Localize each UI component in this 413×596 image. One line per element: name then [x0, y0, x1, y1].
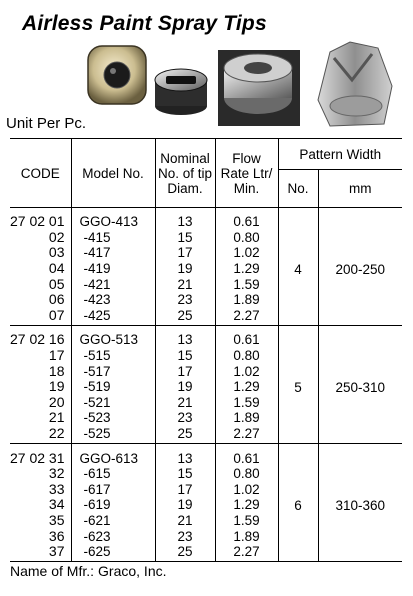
- row-code: 17: [10, 348, 71, 364]
- row-code: 19: [10, 379, 71, 395]
- row-flow: 1.59: [215, 395, 278, 411]
- row-code: 20: [10, 395, 71, 411]
- row-model: -525: [71, 426, 155, 444]
- row-code: 32: [10, 466, 71, 482]
- row-code: 05: [10, 276, 71, 292]
- row-diam: 15: [155, 230, 215, 246]
- row-diam: 21: [155, 513, 215, 529]
- row-model: -625: [71, 544, 155, 562]
- row-diam: 19: [155, 497, 215, 513]
- row-flow: 1.29: [215, 497, 278, 513]
- header-pattern-width: Pattern Width: [278, 139, 402, 170]
- spray-tip-silver-image: [218, 50, 300, 126]
- manufacturer-line: [10, 563, 171, 579]
- row-flow: 2.27: [215, 426, 278, 444]
- row-model: -425: [71, 308, 155, 326]
- row-diam: 13: [155, 208, 215, 230]
- row-diam: 25: [155, 308, 215, 326]
- row-diam: 19: [155, 379, 215, 395]
- table-row: [10, 208, 402, 230]
- row-diam: 23: [155, 292, 215, 308]
- header-pattern-no: No.: [278, 170, 318, 208]
- row-flow: 1.02: [215, 245, 278, 261]
- row-model: -517: [71, 363, 155, 379]
- row-code: 07: [10, 308, 71, 326]
- row-code: 35: [10, 513, 71, 529]
- unit-label: Unit Per Pc.: [6, 115, 87, 132]
- row-code: 03: [10, 245, 71, 261]
- header-code: CODE: [10, 139, 71, 208]
- row-model: -615: [71, 466, 155, 482]
- row-code: 27 02 31: [10, 444, 71, 466]
- row-flow: 1.29: [215, 379, 278, 395]
- row-model: -423: [71, 292, 155, 308]
- row-flow: 0.80: [215, 348, 278, 364]
- row-flow: 0.61: [215, 208, 278, 230]
- row-flow: 1.02: [215, 482, 278, 498]
- row-model: -523: [71, 410, 155, 426]
- header-flow-line1: Flow: [232, 150, 261, 166]
- row-flow: 1.59: [215, 513, 278, 529]
- row-diam: 25: [155, 544, 215, 562]
- row-model: -521: [71, 395, 155, 411]
- row-flow: 1.89: [215, 410, 278, 426]
- row-code: 36: [10, 528, 71, 544]
- spray-tip-front-image: [88, 46, 146, 104]
- row-model: -415: [71, 230, 155, 246]
- header-nominal-line1: Nominal: [160, 150, 210, 166]
- row-flow: 1.59: [215, 276, 278, 292]
- row-diam: 13: [155, 326, 215, 348]
- row-model: -619: [71, 497, 155, 513]
- row-diam: 23: [155, 528, 215, 544]
- row-model: GGO-513: [71, 326, 155, 348]
- pattern-no-cell: 6: [278, 444, 318, 562]
- header-pattern-mm: mm: [318, 170, 402, 208]
- row-flow: 1.89: [215, 528, 278, 544]
- header-flow-line3: Min.: [233, 180, 260, 196]
- pattern-no-cell: 5: [278, 326, 318, 444]
- table-row: [10, 444, 402, 466]
- row-model: -519: [71, 379, 155, 395]
- row-code: 27 02 16: [10, 326, 71, 348]
- row-model: GGO-413: [71, 208, 155, 230]
- row-flow: 0.80: [215, 466, 278, 482]
- header-nominal-line2: No. of tip: [157, 165, 213, 181]
- row-code: 21: [10, 410, 71, 426]
- row-model: -419: [71, 261, 155, 277]
- row-diam: 15: [155, 348, 215, 364]
- row-flow: 0.80: [215, 230, 278, 246]
- row-flow: 2.27: [215, 308, 278, 326]
- row-diam: 17: [155, 245, 215, 261]
- row-code: 06: [10, 292, 71, 308]
- spray-tip-angle-image: [318, 42, 392, 126]
- row-flow: 0.61: [215, 444, 278, 466]
- pattern-mm-cell: 310-360: [318, 444, 402, 562]
- header-nominal-line3: Diam.: [167, 180, 203, 196]
- row-diam: 25: [155, 426, 215, 444]
- header-model: Model No.: [71, 139, 155, 208]
- header-flow: [215, 139, 278, 208]
- row-code: 34: [10, 497, 71, 513]
- row-model: -421: [71, 276, 155, 292]
- row-model: -417: [71, 245, 155, 261]
- row-model: -623: [71, 528, 155, 544]
- header-nominal: [155, 139, 215, 208]
- row-code: 27 02 01: [10, 208, 71, 230]
- row-diam: 13: [155, 444, 215, 466]
- row-diam: 23: [155, 410, 215, 426]
- row-code: 33: [10, 482, 71, 498]
- row-flow: 1.29: [215, 261, 278, 277]
- row-diam: 15: [155, 466, 215, 482]
- row-diam: 17: [155, 482, 215, 498]
- row-flow: 1.02: [215, 363, 278, 379]
- pattern-no-cell: 4: [278, 208, 318, 326]
- row-flow: 0.61: [215, 326, 278, 348]
- row-code: 22: [10, 426, 71, 444]
- header-row: [10, 139, 402, 170]
- manufacturer-label: Name of Mfr.:: [10, 563, 95, 579]
- row-code: 18: [10, 363, 71, 379]
- row-diam: 21: [155, 276, 215, 292]
- row-code: 04: [10, 261, 71, 277]
- row-flow: 2.27: [215, 544, 278, 562]
- table-body: [10, 208, 402, 562]
- pattern-mm-cell: 250-310: [318, 326, 402, 444]
- spray-tips-table: [10, 138, 402, 562]
- row-model: -515: [71, 348, 155, 364]
- row-diam: 21: [155, 395, 215, 411]
- manufacturer-name: Graco, Inc.: [98, 563, 167, 579]
- row-flow: 1.89: [215, 292, 278, 308]
- row-diam: 19: [155, 261, 215, 277]
- row-model: -621: [71, 513, 155, 529]
- row-model: GGO-613: [71, 444, 155, 466]
- header-flow-line2: Rate Ltr/: [220, 165, 273, 181]
- row-code: 37: [10, 544, 71, 562]
- table-row: [10, 326, 402, 348]
- row-model: -617: [71, 482, 155, 498]
- row-diam: 17: [155, 363, 215, 379]
- pattern-mm-cell: 200-250: [318, 208, 402, 326]
- page-title: Airless Paint Spray Tips: [22, 12, 267, 35]
- spray-tip-black-image: [155, 69, 207, 115]
- row-code: 02: [10, 230, 71, 246]
